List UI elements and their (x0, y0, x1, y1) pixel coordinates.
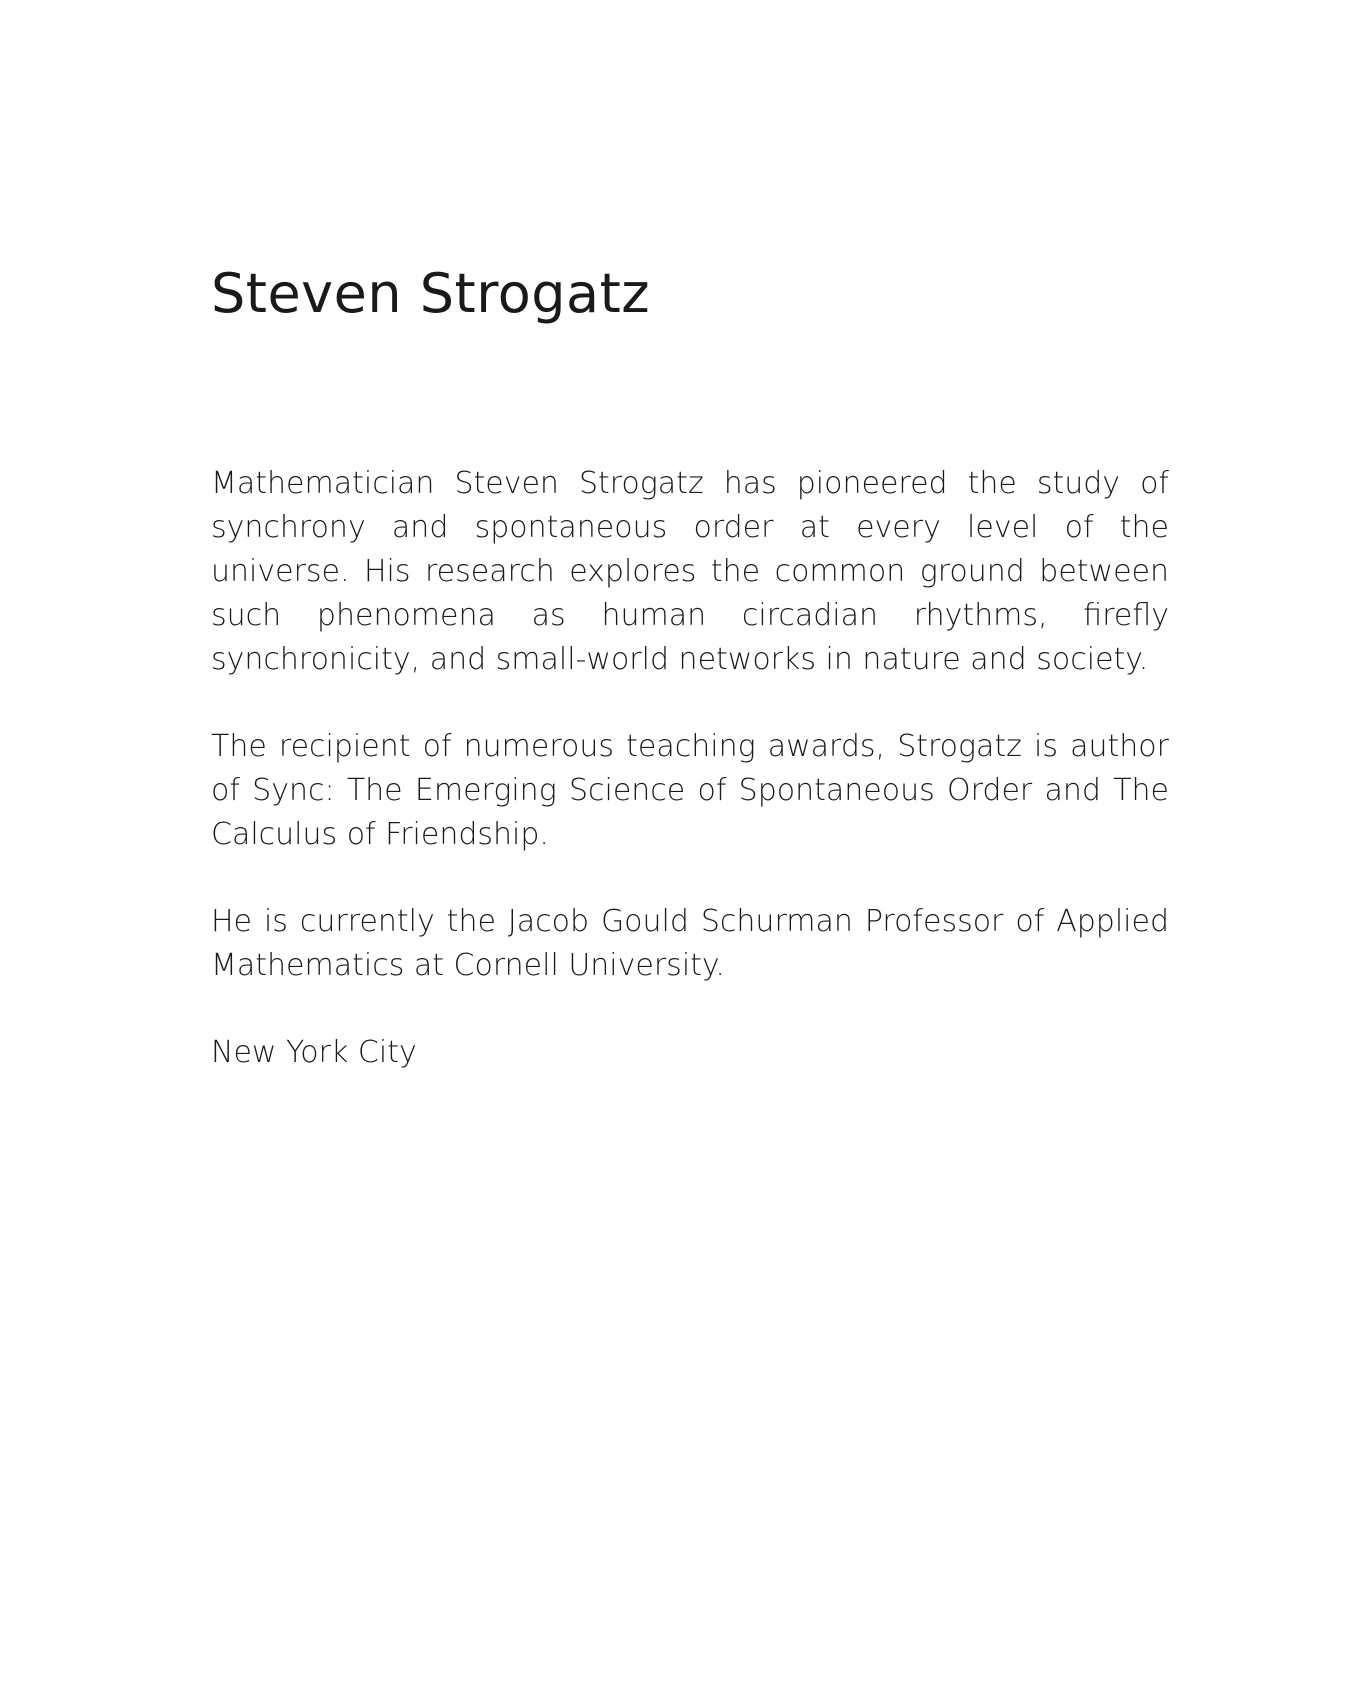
bio-paragraph-research: Mathematician Steven Strogatz has pioneered the study of synchrony and spontaneous order at every level of the universe. His research explores the common ground between such phenomena as human circadian rhythms, firefly synchronicity, and small-world networks in nature and society. (211, 466, 1169, 677)
bio-paragraph-books: The recipient of numerous teaching awards, Strogatz is author of Sync: The Emerging Science of Spontaneous Order and The Calculus of Friendship. (211, 729, 1169, 852)
bio-text (211, 462, 1169, 1075)
location-text: New York City (211, 1035, 417, 1070)
page-title: Steven Strogatz (211, 262, 651, 325)
bio-paragraph-position: He is currently the Jacob Gould Schurman Professor of Applied Mathematics at Cornell University. (211, 904, 1169, 983)
